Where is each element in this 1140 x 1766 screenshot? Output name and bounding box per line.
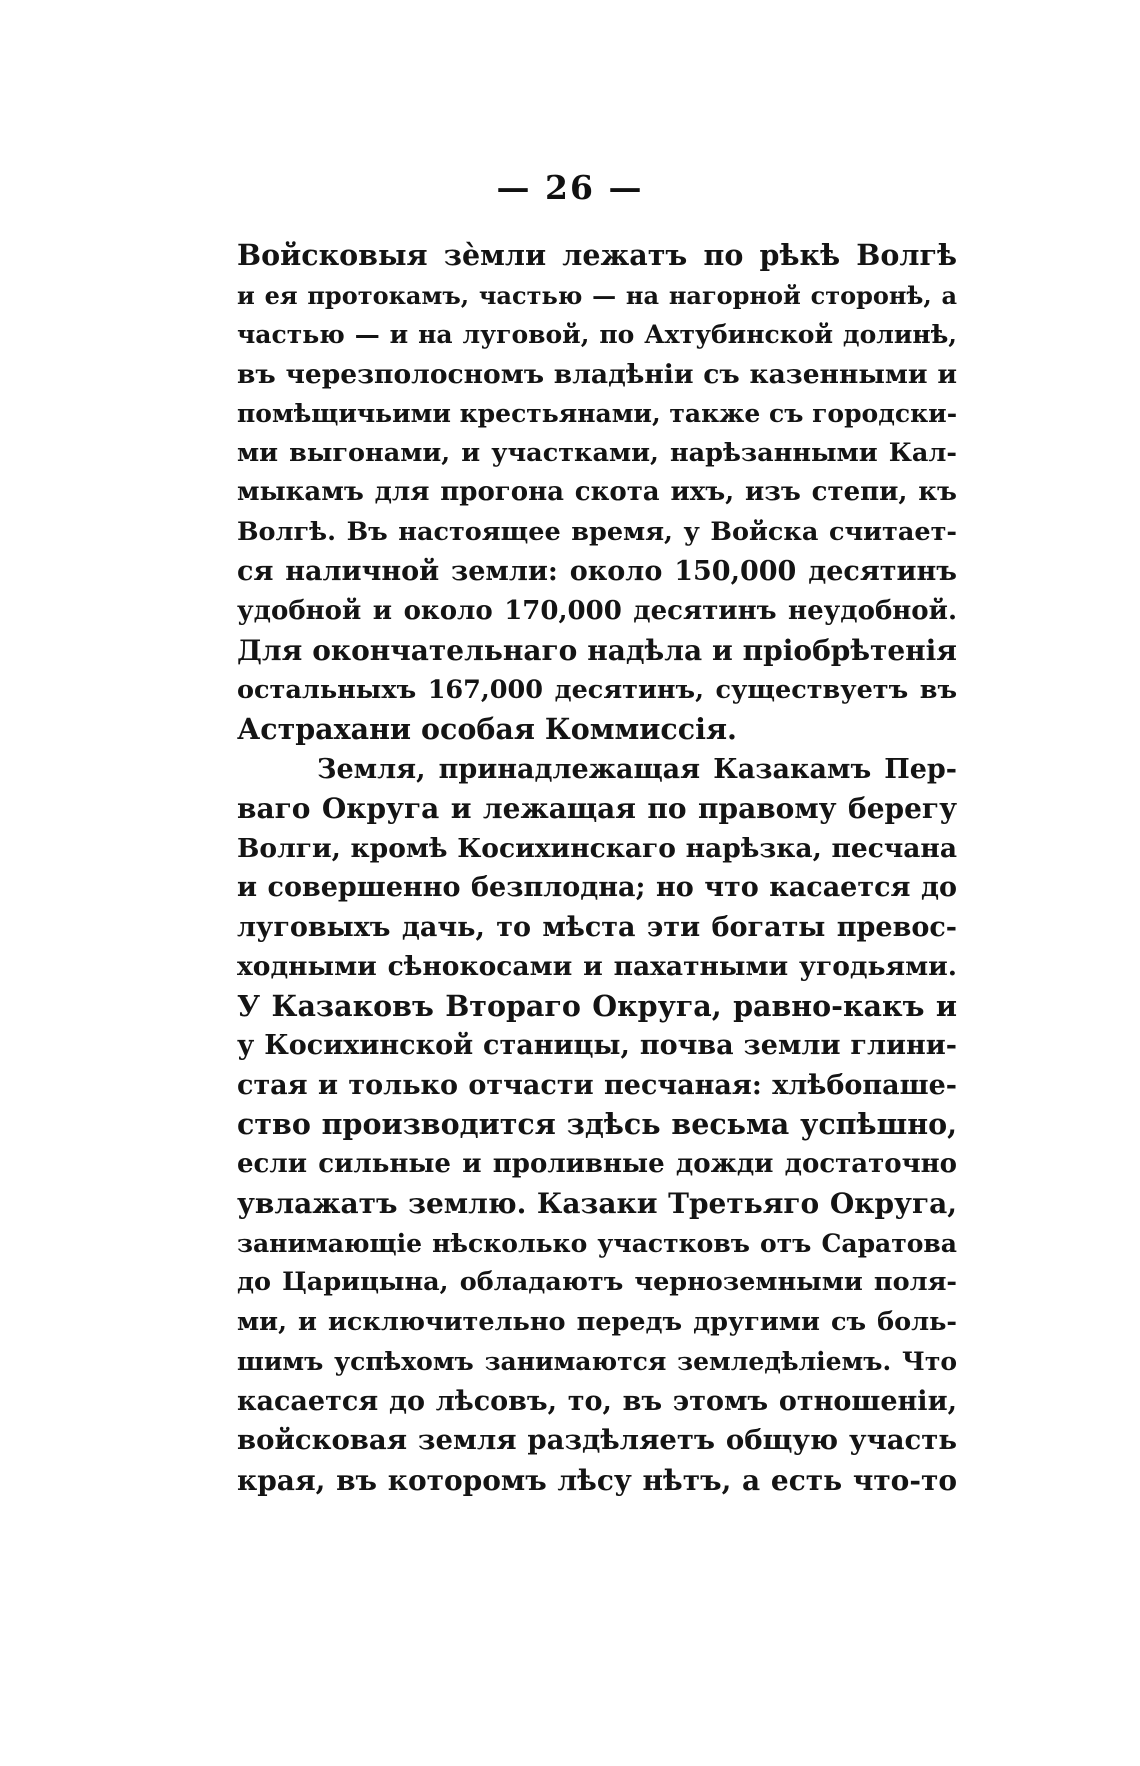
text-line: ходными сѣнокосами и пахатными угодьями.	[237, 951, 957, 982]
text-line: ми, и исключительно передъ другими съ боль-	[237, 1306, 957, 1337]
text-line: въ черезполосномъ владѣніи съ казенными и	[237, 358, 957, 390]
text-line: занимающіе нѣсколько участковъ отъ Саратова	[237, 1228, 957, 1258]
text-line: мыкамъ для прогона скота ихъ, изъ степи, къ	[237, 477, 957, 507]
text-line: стая и только отчасти песчаная: хлѣбопаше-	[237, 1069, 957, 1101]
text-line: Волгѣ. Въ настоящее время, у Войска считает-	[237, 516, 957, 547]
text-line: У Казаковъ Втораго Округа, равно-какъ и	[237, 988, 957, 1023]
text-line: помѣщичьими крестьянами, также съ городски-	[237, 399, 957, 428]
text-line: если сильные и проливные дожди достаточно	[237, 1148, 957, 1179]
text-line: Земля, принадлежащая Казакамъ Пер-	[317, 753, 957, 785]
text-line: ми выгонами, и участками, нарѣзанными Кал-	[237, 437, 957, 468]
text-line: касается до лѣсовъ, то, въ этомъ отношеніи,	[237, 1385, 957, 1417]
text-line: ство производится здѣсь весьма успѣшно,	[237, 1107, 957, 1141]
text-line: остальныхъ 167,000 десятинъ, существуетъ въ	[237, 674, 957, 705]
text-line: Для окончательнаго надѣла и пріобрѣтенія	[237, 634, 957, 667]
text-line: Волги, кромѣ Косихинскаго нарѣзка, песчана	[237, 832, 957, 864]
text-line: шимъ успѣхомъ занимаются земледѣліемъ. Что	[237, 1347, 957, 1376]
body-text	[237, 236, 957, 1500]
text-line: удобной и около 170,000 десятинъ неудобной.	[237, 595, 957, 626]
text-line: Астрахани особая Коммиссія.	[237, 712, 737, 746]
text-line: края, въ которомъ лѣсу нѣтъ, а есть что-то	[237, 1463, 957, 1497]
text-line: увлажатъ землю. Казаки Третьяго Округа,	[237, 1187, 957, 1220]
text-line: ваго Округа и лежащая по правому берегу	[237, 792, 957, 825]
text-line: у Косихинской станицы, почва земли глини-	[237, 1030, 957, 1061]
text-line: ся наличной земли: около 150,000 десятинъ	[237, 556, 957, 587]
text-line: частью — и на луговой, по Ахтубинской долинѣ,	[237, 320, 957, 349]
text-line: войсковая земля раздѣляетъ общую участь	[237, 1424, 957, 1456]
text-line: Войсковыя зѐмли лежатъ по рѣкѣ Волгѣ	[237, 238, 957, 272]
text-line: и ея протокамъ, частью — на нагорной сторонѣ, а	[237, 280, 957, 310]
text-line: луговыхъ дачь, то мѣста эти богаты превос-	[237, 911, 957, 943]
page-number: — 26 —	[496, 168, 644, 207]
text-line: и совершенно безплодна; но что касается до	[237, 872, 957, 903]
text-line: до Царицына, обладаютъ черноземными поля-	[237, 1267, 957, 1297]
